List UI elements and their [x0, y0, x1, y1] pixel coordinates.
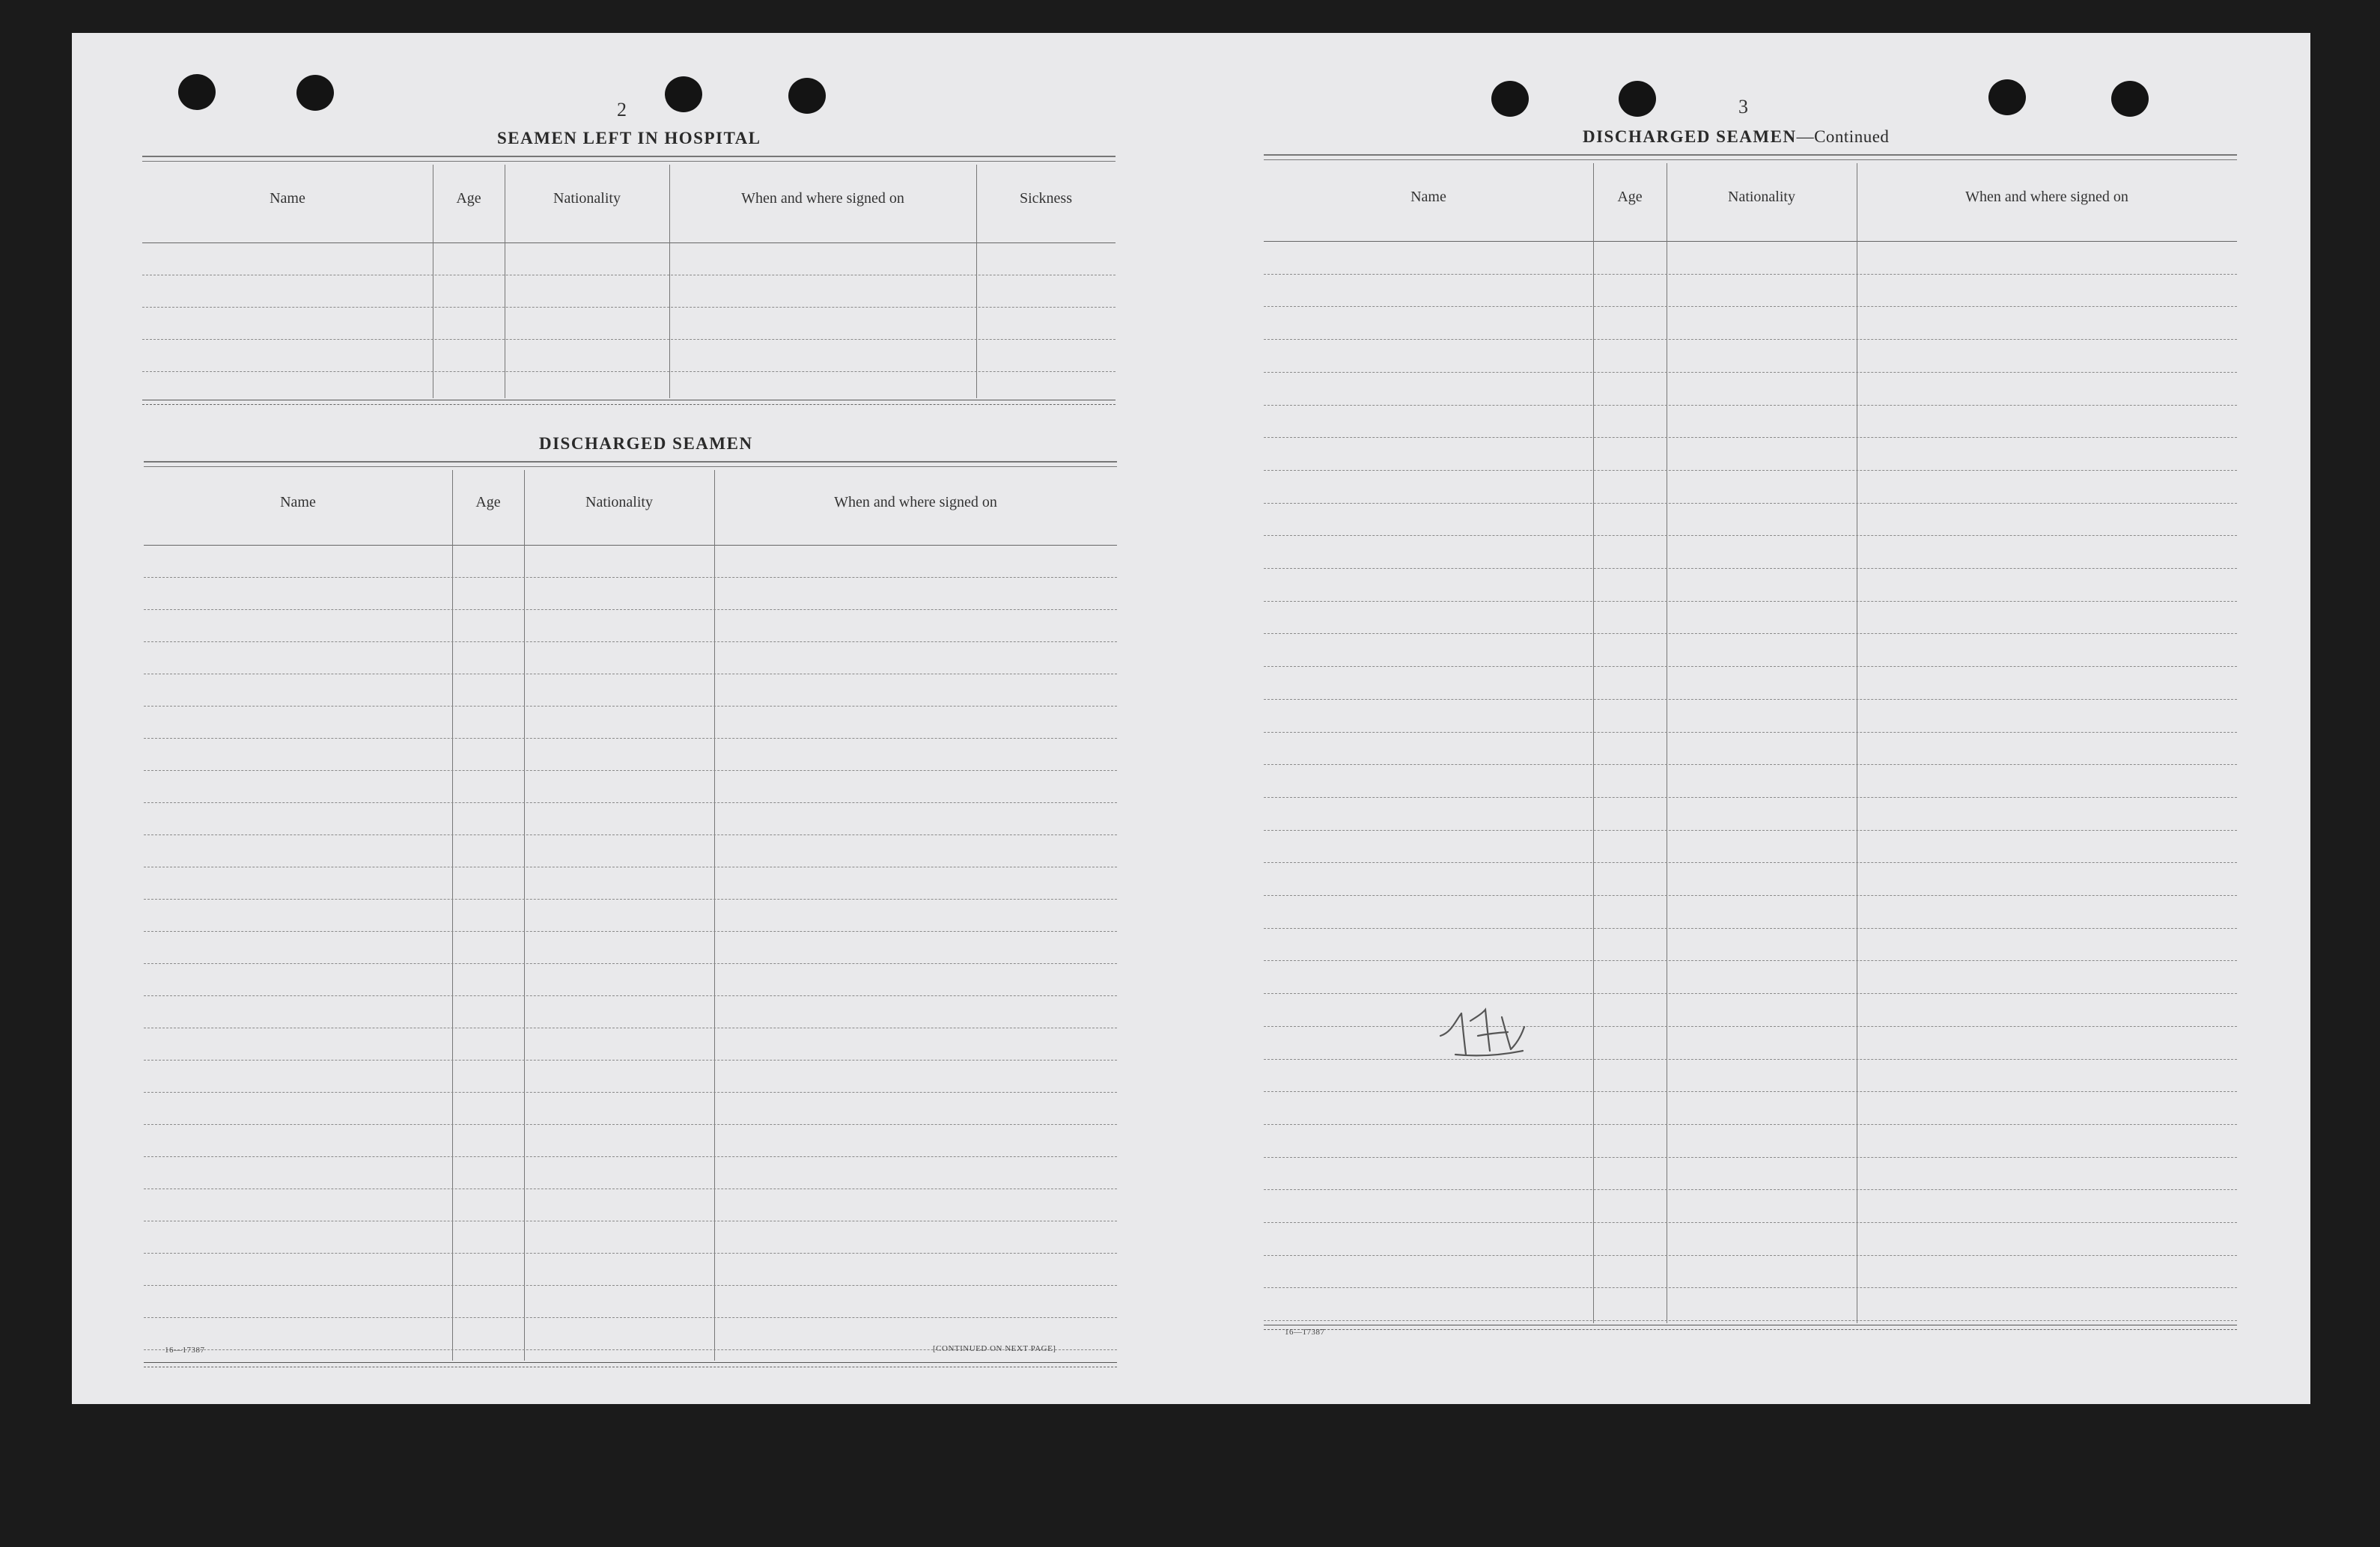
- table-row: [1264, 732, 2237, 733]
- table-row: [142, 371, 1116, 372]
- table-row: [144, 963, 1117, 964]
- table-row: [1264, 1320, 2237, 1321]
- punch-hole: [788, 78, 826, 114]
- column-header-nationality: Nationality: [1728, 189, 1795, 205]
- table-row: [144, 1253, 1117, 1254]
- table-row: [1264, 1059, 2237, 1060]
- table-row: [1264, 1222, 2237, 1223]
- table-row: [1264, 1124, 2237, 1125]
- column-header-age: Age: [1617, 189, 1643, 205]
- table-row: [1264, 1287, 2237, 1288]
- discharged-continued-title-main: DISCHARGED SEAMEN: [1583, 127, 1797, 146]
- table-row: [1264, 306, 2237, 307]
- table-row: [1264, 1091, 2237, 1092]
- column-header-name: Name: [1410, 189, 1446, 205]
- punch-hole: [178, 74, 216, 110]
- table-row: [1264, 601, 2237, 602]
- column-header-age: Age: [456, 190, 481, 207]
- table-row: [144, 1317, 1117, 1318]
- punch-hole: [665, 76, 702, 112]
- table-row: [1264, 830, 2237, 831]
- form-number-left: 16—17387: [165, 1346, 205, 1355]
- table-row: [144, 1156, 1117, 1157]
- table-row: [144, 899, 1117, 900]
- table-row: [1264, 666, 2237, 667]
- table-row: [144, 738, 1117, 739]
- page-number-right: 3: [1738, 96, 1748, 118]
- continued-note: [CONTINUED ON NEXT PAGE]: [933, 1344, 1056, 1353]
- table-row: [1264, 503, 2237, 504]
- table-row: [1264, 405, 2237, 406]
- column-header-nationality: Nationality: [553, 190, 621, 207]
- table-row: [1264, 993, 2237, 994]
- column-header-name: Name: [280, 494, 316, 510]
- table-row: [144, 1285, 1117, 1286]
- discharged-table-right: [1264, 154, 2237, 1323]
- table-row: [1264, 1255, 2237, 1256]
- document-sheet: [72, 33, 2310, 1404]
- table-row: [1264, 764, 2237, 765]
- table-row: [1264, 862, 2237, 863]
- table-row: [1264, 372, 2237, 373]
- table-row: [1264, 274, 2237, 275]
- table-row: [1264, 339, 2237, 340]
- table-row: [1264, 960, 2237, 961]
- table-row: [144, 931, 1117, 932]
- discharged-section-title: DISCHARGED SEAMEN: [539, 434, 753, 453]
- form-number-right: 16—17387: [1285, 1328, 1325, 1337]
- column-header-nationality: Nationality: [585, 494, 653, 510]
- table-row: [144, 706, 1117, 707]
- discharged-continued-title: [1583, 127, 1889, 147]
- table-row: [144, 834, 1117, 835]
- table-row: [1264, 699, 2237, 700]
- table-row: [1264, 633, 2237, 634]
- table-row: [144, 1124, 1117, 1125]
- table-row: [1264, 895, 2237, 896]
- column-header-when-and-where-signed-on: When and where signed on: [1965, 189, 2128, 205]
- table-row: [144, 1060, 1117, 1061]
- table-row: [144, 770, 1117, 771]
- table-row: [1264, 470, 2237, 471]
- punch-hole: [1619, 81, 1656, 117]
- hospital-section-title: SEAMEN LEFT IN HOSPITAL: [497, 129, 761, 147]
- table-row: [1264, 535, 2237, 536]
- table-row: [1264, 928, 2237, 929]
- table-row: [144, 995, 1117, 996]
- table-row: [144, 577, 1117, 578]
- punch-hole: [296, 75, 334, 111]
- table-row: [142, 307, 1116, 308]
- table-row: [1264, 1026, 2237, 1027]
- punch-hole: [2111, 81, 2149, 117]
- discharged-table-left: [144, 461, 1117, 1340]
- table-row: [1264, 437, 2237, 438]
- table-row: [144, 609, 1117, 610]
- discharged-continued-title-suffix: —Continued: [1796, 127, 1890, 146]
- table-row: [144, 641, 1117, 642]
- column-header-age: Age: [475, 494, 501, 510]
- column-header-when-and-where-signed-on: When and where signed on: [834, 494, 997, 510]
- table-row: [144, 1092, 1117, 1093]
- hospital-table: [142, 156, 1116, 410]
- page-number-left: 2: [617, 99, 627, 120]
- table-row: [1264, 568, 2237, 569]
- punch-hole: [1491, 81, 1529, 117]
- table-row: [144, 802, 1117, 803]
- table-row: [1264, 797, 2237, 798]
- table-row: [1264, 1157, 2237, 1158]
- punch-hole: [1988, 79, 2026, 115]
- signature-mark: [1433, 991, 1538, 1073]
- column-header-when-and-where-signed-on: When and where signed on: [741, 190, 904, 207]
- column-header-name: Name: [270, 190, 305, 207]
- table-row: [1264, 1189, 2237, 1190]
- column-header-sickness: Sickness: [1020, 190, 1072, 207]
- table-row: [142, 339, 1116, 340]
